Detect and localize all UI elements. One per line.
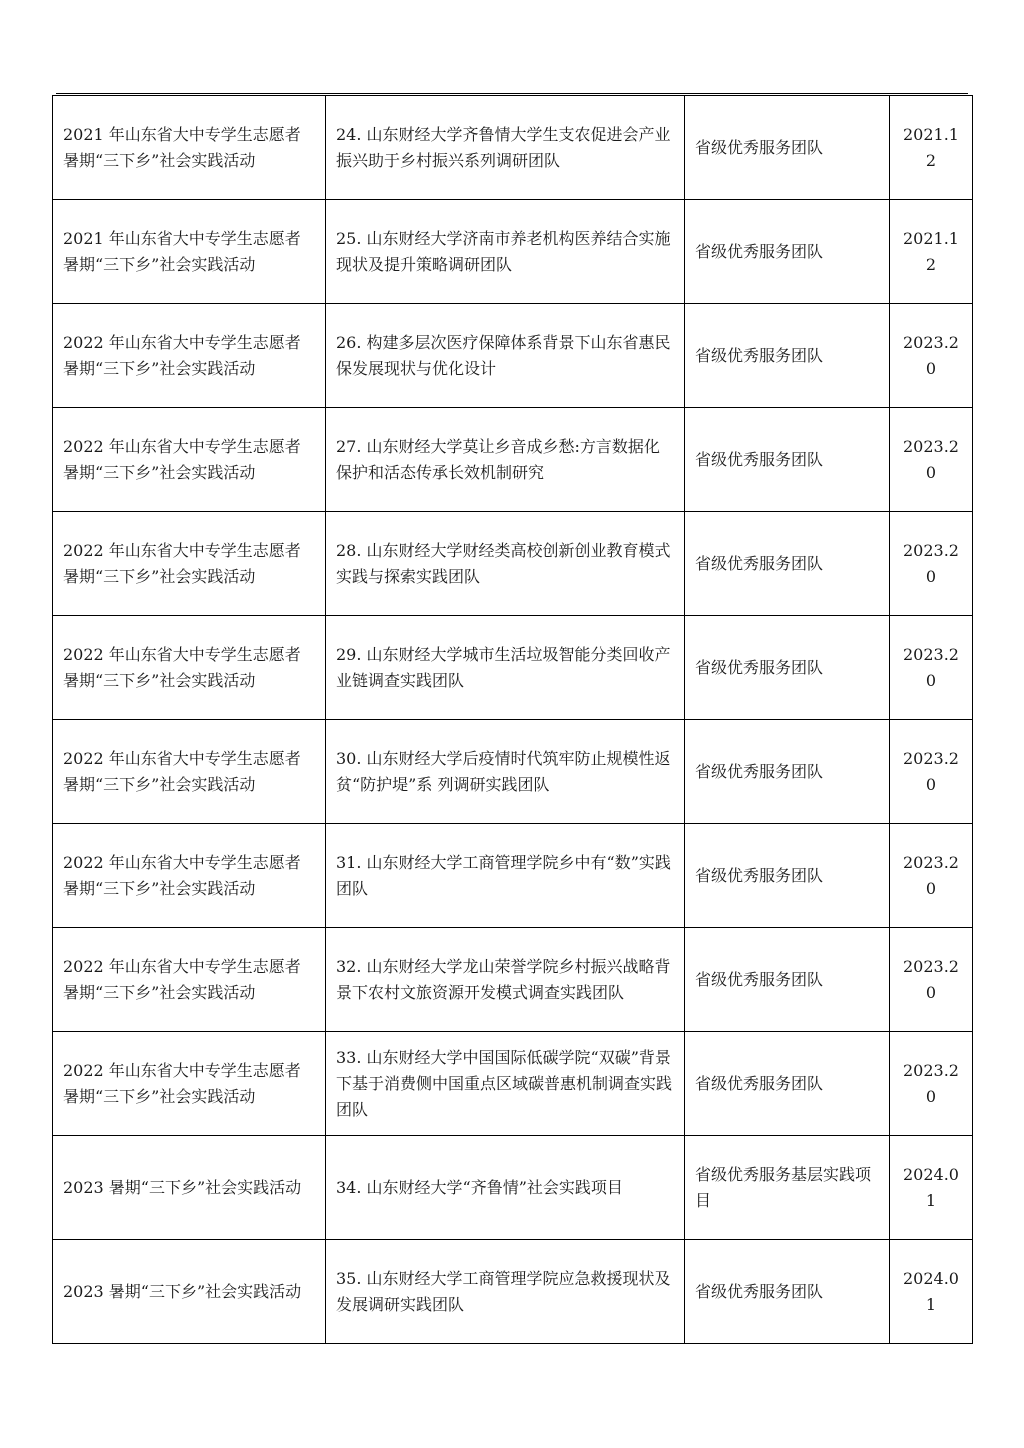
award-cell: 省级优秀服务团队	[685, 824, 890, 928]
table-row	[53, 616, 973, 720]
project-cell: 31. 山东财经大学工商管理学院乡中有“数”实践团队	[326, 824, 685, 928]
activity-cell: 2022 年山东省大中专学生志愿者暑期“三下乡”社会实践活动	[53, 1032, 326, 1136]
activity-cell: 2022 年山东省大中专学生志愿者暑期“三下乡”社会实践活动	[53, 616, 326, 720]
date-cell: 2023.20	[890, 616, 973, 720]
project-cell: 33. 山东财经大学中国国际低碳学院“双碳”背景下基于消费侧中国重点区域碳普惠机制调查实践团队	[326, 1032, 685, 1136]
project-cell: 35. 山东财经大学工商管理学院应急救援现状及发展调研实践团队	[326, 1240, 685, 1344]
activity-cell: 2021 年山东省大中专学生志愿者暑期“三下乡”社会实践活动	[53, 96, 326, 200]
activity-cell: 2023 暑期“三下乡”社会实践活动	[53, 1136, 326, 1240]
awards-table	[52, 95, 973, 1344]
activity-cell: 2022 年山东省大中专学生志愿者暑期“三下乡”社会实践活动	[53, 408, 326, 512]
date-cell: 2021.12	[890, 96, 973, 200]
award-cell: 省级优秀服务基层实践项目	[685, 1136, 890, 1240]
table-row	[53, 200, 973, 304]
award-cell: 省级优秀服务团队	[685, 1240, 890, 1344]
project-cell: 32. 山东财经大学龙山荣誉学院乡村振兴战略背景下农村文旅资源开发模式调查实践团队	[326, 928, 685, 1032]
project-cell: 25. 山东财经大学济南市养老机构医养结合实施现状及提升策略调研团队	[326, 200, 685, 304]
date-cell: 2023.20	[890, 720, 973, 824]
table-row	[53, 1136, 973, 1240]
award-cell: 省级优秀服务团队	[685, 616, 890, 720]
project-cell: 34. 山东财经大学“齐鲁情”社会实践项目	[326, 1136, 685, 1240]
date-cell: 2023.20	[890, 304, 973, 408]
table-row	[53, 304, 973, 408]
top-rule	[56, 93, 968, 94]
project-cell: 27. 山东财经大学莫让乡音成乡愁:方言数据化保护和活态传承长效机制研究	[326, 408, 685, 512]
award-cell: 省级优秀服务团队	[685, 408, 890, 512]
award-cell: 省级优秀服务团队	[685, 96, 890, 200]
activity-cell: 2022 年山东省大中专学生志愿者暑期“三下乡”社会实践活动	[53, 720, 326, 824]
activity-cell: 2023 暑期“三下乡”社会实践活动	[53, 1240, 326, 1344]
table-row	[53, 824, 973, 928]
project-cell: 28. 山东财经大学财经类高校创新创业教育模式实践与探索实践团队	[326, 512, 685, 616]
table-row	[53, 96, 973, 200]
table-row	[53, 720, 973, 824]
date-cell: 2023.20	[890, 824, 973, 928]
date-cell: 2024.01	[890, 1240, 973, 1344]
award-cell: 省级优秀服务团队	[685, 200, 890, 304]
table-row	[53, 928, 973, 1032]
award-cell: 省级优秀服务团队	[685, 928, 890, 1032]
date-cell: 2023.20	[890, 1032, 973, 1136]
activity-cell: 2022 年山东省大中专学生志愿者暑期“三下乡”社会实践活动	[53, 512, 326, 616]
project-cell: 24. 山东财经大学齐鲁情大学生支农促进会产业振兴助于乡村振兴系列调研团队	[326, 96, 685, 200]
table-row	[53, 408, 973, 512]
date-cell: 2021.12	[890, 200, 973, 304]
activity-cell: 2022 年山东省大中专学生志愿者暑期“三下乡”社会实践活动	[53, 304, 326, 408]
date-cell: 2023.20	[890, 512, 973, 616]
activity-cell: 2021 年山东省大中专学生志愿者暑期“三下乡”社会实践活动	[53, 200, 326, 304]
project-cell: 30. 山东财经大学后疫情时代筑牢防止规模性返贫“防护堤”系 列调研实践团队	[326, 720, 685, 824]
date-cell: 2023.20	[890, 928, 973, 1032]
award-cell: 省级优秀服务团队	[685, 720, 890, 824]
table-row	[53, 1032, 973, 1136]
award-cell: 省级优秀服务团队	[685, 512, 890, 616]
project-cell: 26. 构建多层次医疗保障体系背景下山东省惠民保发展现状与优化设计	[326, 304, 685, 408]
award-cell: 省级优秀服务团队	[685, 304, 890, 408]
date-cell: 2023.20	[890, 408, 973, 512]
table-row	[53, 1240, 973, 1344]
project-cell: 29. 山东财经大学城市生活垃圾智能分类回收产业链调查实践团队	[326, 616, 685, 720]
table-row	[53, 512, 973, 616]
award-cell: 省级优秀服务团队	[685, 1032, 890, 1136]
date-cell: 2024.01	[890, 1136, 973, 1240]
activity-cell: 2022 年山东省大中专学生志愿者暑期“三下乡”社会实践活动	[53, 824, 326, 928]
activity-cell: 2022 年山东省大中专学生志愿者暑期“三下乡”社会实践活动	[53, 928, 326, 1032]
